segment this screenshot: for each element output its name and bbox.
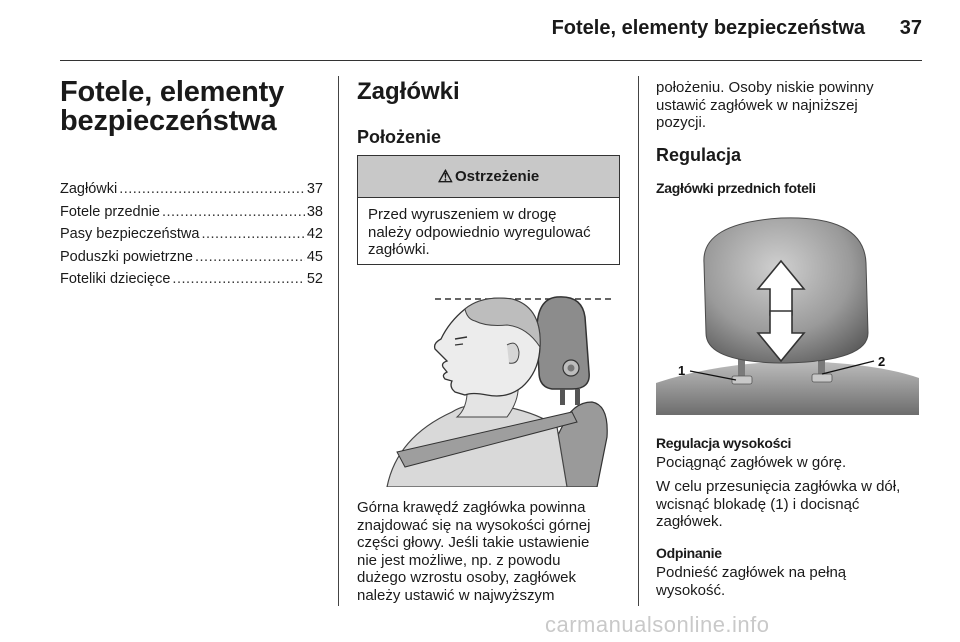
toc-leader-dots xyxy=(195,246,305,269)
body-line: położeniu. Osoby niskie powinny xyxy=(656,79,874,96)
position-description-continued xyxy=(656,79,926,132)
toc-entry-label: Fotele przednie xyxy=(60,203,160,220)
toc-leader-dots xyxy=(172,268,304,291)
toc-entry-label: Foteliki dziecięce xyxy=(60,271,171,287)
headrest xyxy=(537,297,589,389)
height-adjustment-text xyxy=(656,454,931,472)
body-line: Pociągnąć zagłówek w górę. xyxy=(656,454,847,471)
toc-entry-label: Pasy bezpieczeństwa xyxy=(60,226,200,242)
warning-line: należy odpowiednio wyregulować xyxy=(368,223,591,241)
toc-leader-dots xyxy=(162,201,305,224)
headrest-position-illustration xyxy=(357,277,620,487)
body-line: W celu przesunięcia zagłówka w dół, xyxy=(656,478,901,495)
chapter-title-line2: bezpieczeństwa xyxy=(60,105,277,137)
toc-entry[interactable] xyxy=(60,246,323,269)
toc-entry-page: 42 xyxy=(306,226,323,242)
toc-entry-page: 52 xyxy=(306,271,323,287)
toc-entry-label: Zagłówki xyxy=(60,181,118,197)
watermark: carmanualsonline.info xyxy=(545,612,770,637)
header-rule xyxy=(60,60,922,61)
toc-entry[interactable] xyxy=(60,268,323,291)
toc-entry-page: 45 xyxy=(306,248,323,265)
position-description xyxy=(357,499,627,604)
warning-text xyxy=(358,198,619,267)
warning-line: Przed wyruszeniem w drogę xyxy=(368,206,557,223)
body-line: zagłówek. xyxy=(656,513,723,530)
toc-entry[interactable] xyxy=(60,178,323,201)
lowering-instructions xyxy=(656,478,931,531)
toc-entry[interactable] xyxy=(60,223,323,246)
toc-entry-label: Poduszki powietrzne xyxy=(60,248,193,265)
body-line: części głowy. Jeśli takie ustawienie xyxy=(357,534,590,551)
column-divider-right xyxy=(638,76,639,606)
chapter-toc xyxy=(60,178,323,291)
body-line: należy ustawić w najwyższym xyxy=(357,586,555,604)
body-line: Podnieść zagłówek na pełną xyxy=(656,564,847,581)
chapter-title xyxy=(60,78,284,136)
body-line: znajdować się na wysokości górnej xyxy=(357,516,591,534)
body-line: wcisnąć blokadę (1) i docisnąć xyxy=(656,495,860,513)
warning-line: zagłówki. xyxy=(368,241,430,258)
column-divider-left xyxy=(338,76,339,606)
callout-label-2: 2 xyxy=(878,354,886,369)
callout-label-1: 1 xyxy=(678,363,686,378)
toc-entry-page: 38 xyxy=(306,203,323,220)
subheading-removal: Odpinanie xyxy=(656,545,722,561)
warning-title: Ostrzeżenie xyxy=(455,168,540,185)
headrest-adjustment-illustration xyxy=(656,203,919,415)
toc-leader-dots xyxy=(119,178,305,201)
toc-entry-page: 37 xyxy=(306,181,323,197)
warning-box xyxy=(357,155,620,265)
body-line: dużego wzrostu osoby, zagłówek xyxy=(357,569,577,586)
subheading-height-adjustment: Regulacja wysokości xyxy=(656,435,792,451)
body-line: wysokość. xyxy=(656,581,726,599)
warning-triangle-icon: ⚠ xyxy=(437,166,454,186)
section-heading-headrests: Zagłówki xyxy=(357,78,460,105)
toc-entry[interactable] xyxy=(60,201,323,224)
body-line: pozycji. xyxy=(656,114,707,131)
warning-header xyxy=(358,156,619,198)
removal-instructions xyxy=(656,564,931,599)
body-line: Górna krawędź zagłówka powinna xyxy=(357,499,586,516)
subheading-front-headrests: Zagłówki przednich foteli xyxy=(656,180,816,196)
page-number: 37 xyxy=(899,17,922,39)
body-line: nie jest możliwe, np. z powodu xyxy=(357,551,561,569)
subheading-adjustment: Regulacja xyxy=(656,145,742,165)
running-header-title: Fotele, elementy bezpieczeństwa xyxy=(551,17,865,39)
subheading-position: Położenie xyxy=(357,127,442,147)
toc-leader-dots xyxy=(201,223,304,246)
chapter-title-line1: Fotele, elementy xyxy=(60,76,285,108)
body-line: ustawić zagłówek w najniższej xyxy=(656,96,858,114)
